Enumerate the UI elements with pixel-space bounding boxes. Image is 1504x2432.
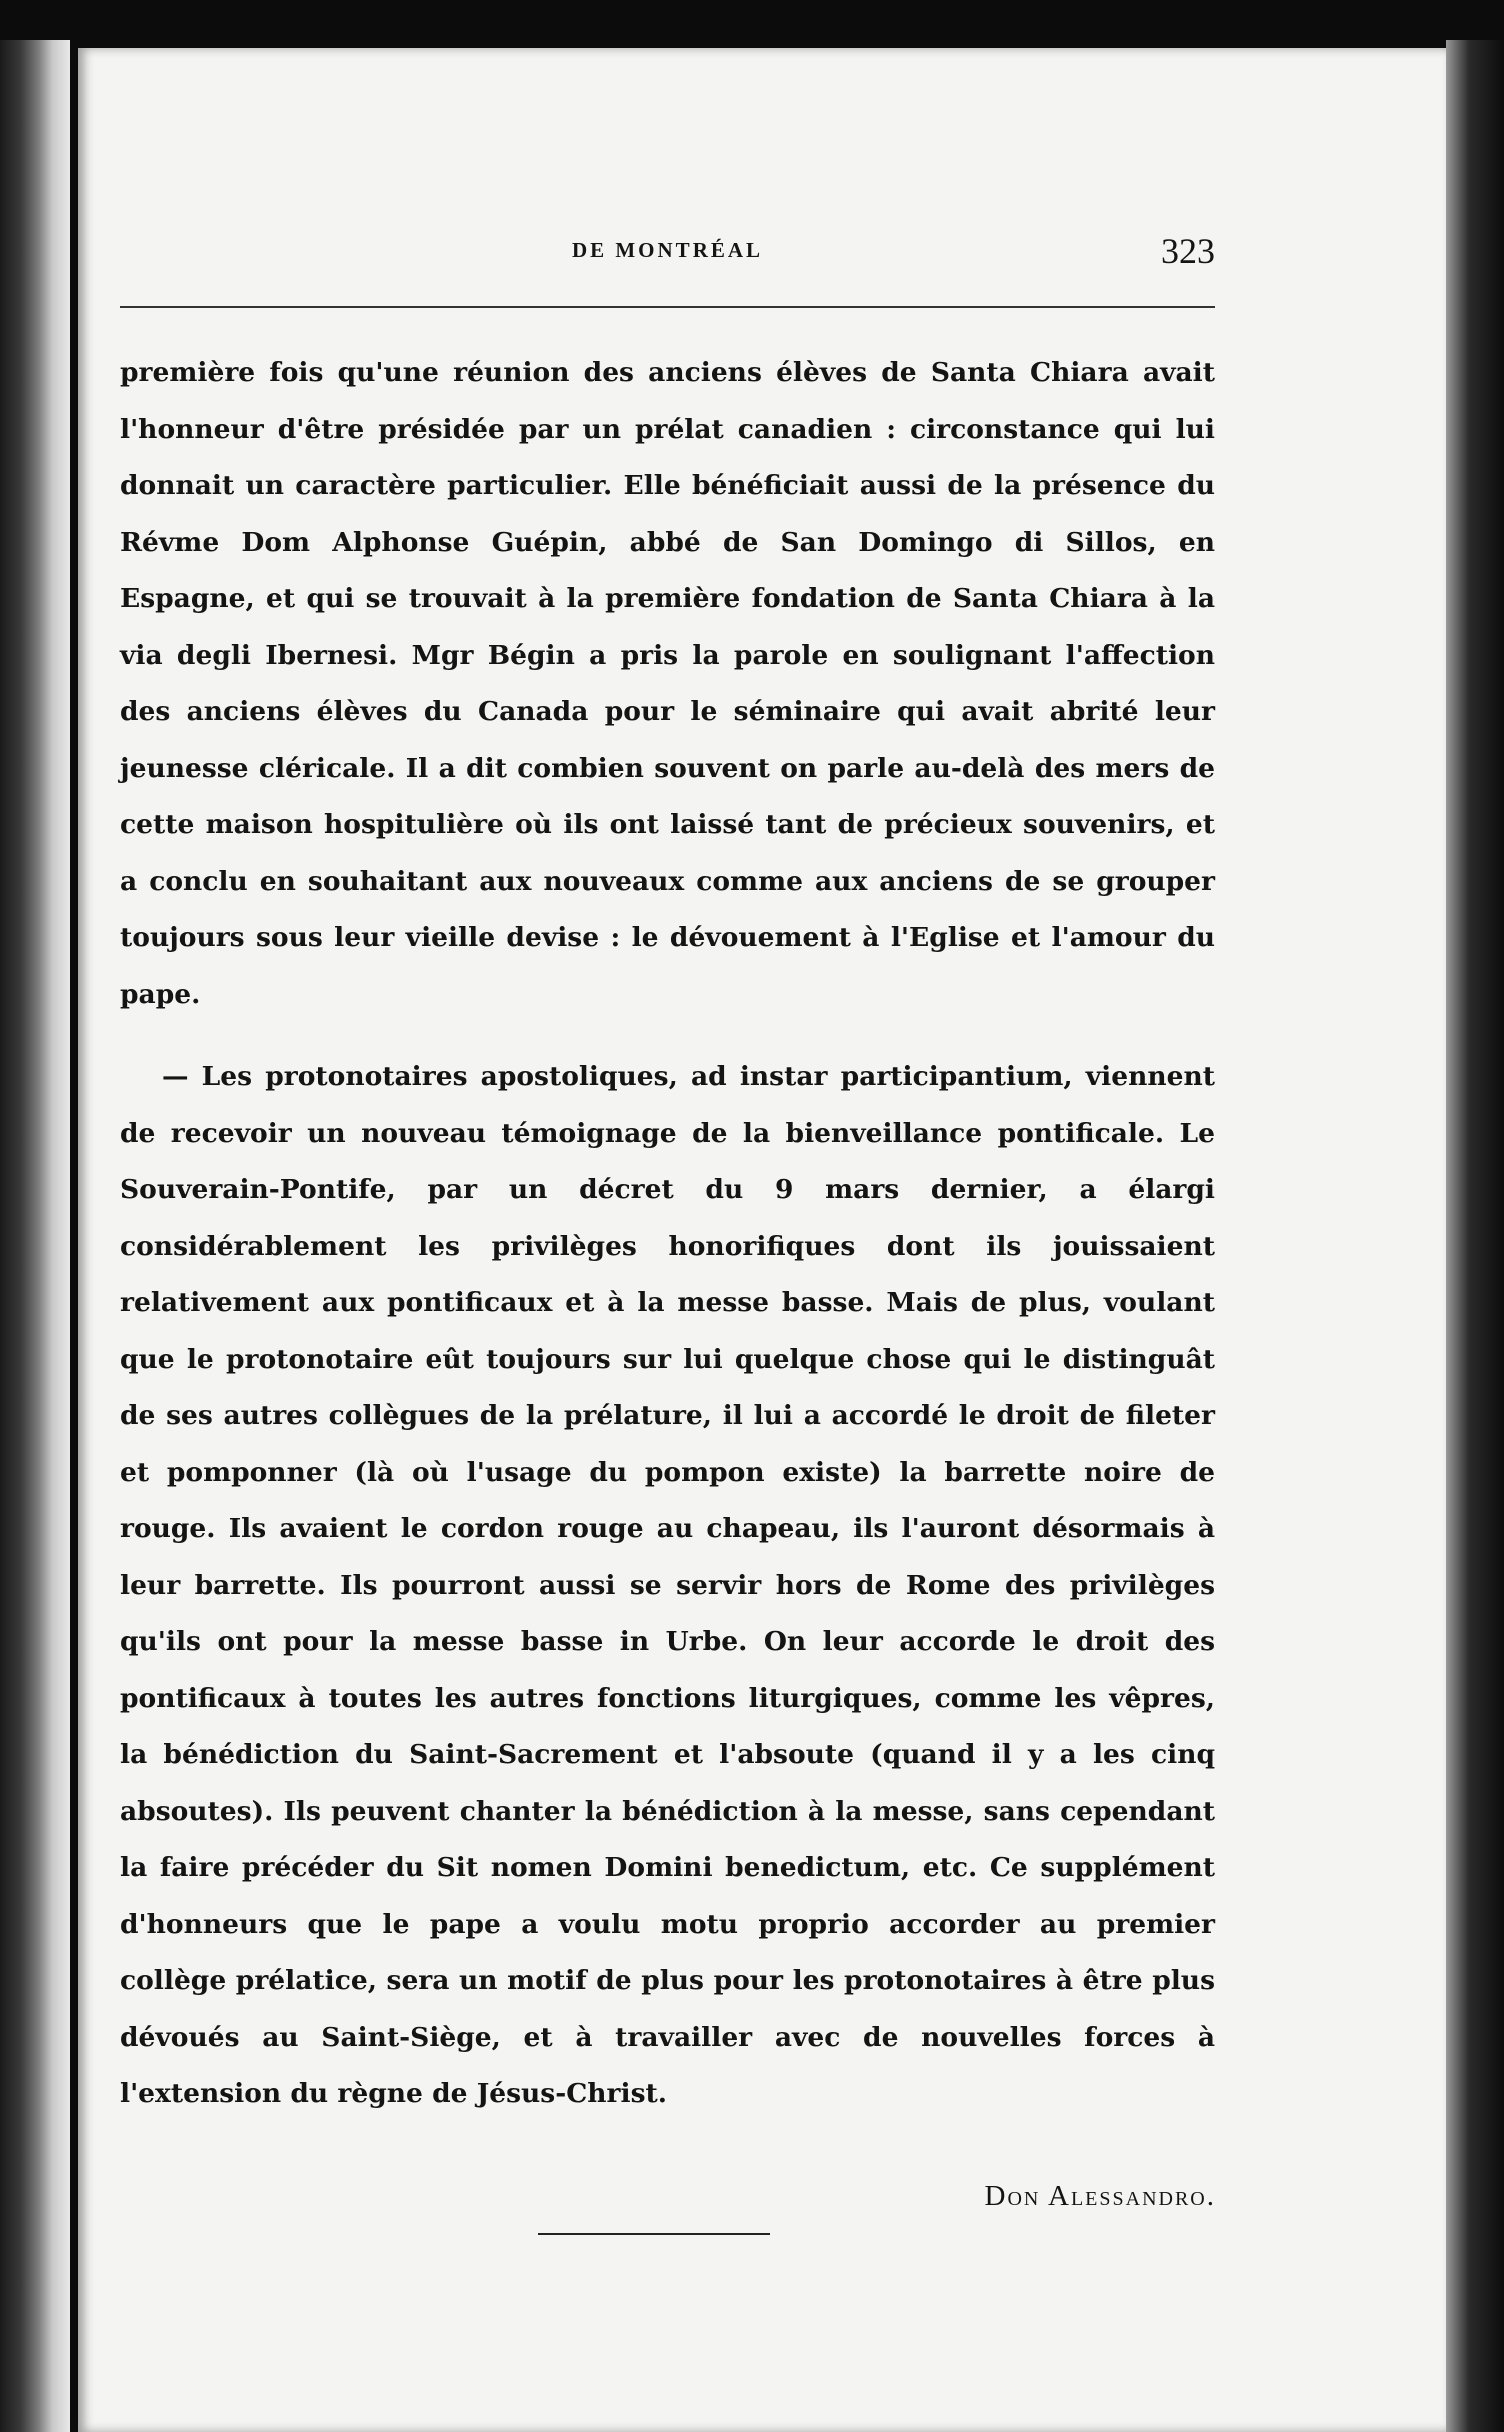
author-signature: Don Alessandro.	[984, 2180, 1216, 2212]
paragraph-2: — Les protonotaires apostoliques, ad instar participantium, viennent de recevoir un nouveau témoignage de la bienveillance pontificale. Le Souverain-Pontife, par un décret du 9 mars dernier, a élargi considérablement les privilèges honorifiques dont ils jouissaient relativement aux pontificaux et à la messe basse. Mais de plus, voulant que le protonotaire eût toujours sur lui quelque chose qui le distinguât de ses autres collègues de la prélature, il lui a accordé le droit de fileter et pomponner (là où l'usage du pompon existe) la barrette noire de rouge. Ils avaient le cordon rouge au chapeau, ils l'auront désormais à leur barrette. Ils pourront aussi se servir hors de Rome des privilèges qu'ils ont pour la messe basse in Urbe. On leur accorde le droit des pontificaux à toutes les autres fonctions liturgiques, comme les vêpres, la bénédiction du Saint-Sacrement et l'absoute (quand il y a les cinq absoutes). Ils peuvent chanter la bénédiction à la messe, sans cependant la faire précéder du Sit nomen Domini benedictum, etc. Ce supplément d'honneurs que le pape a voulu motu proprio accorder au premier collège prélatice, sera un motif de plus pour les protonotaires à être plus dévoués au Saint-Siège, et à travailler avec de nouvelles forces à l'extension du règne de Jésus-Christ.	[120, 1061, 1215, 2109]
closing-rule	[538, 2233, 770, 2235]
running-head	[120, 230, 1215, 280]
page-number: 323	[1161, 231, 1215, 271]
header-rule	[120, 306, 1215, 308]
book-binding-edge	[0, 40, 70, 2432]
body-text	[120, 345, 1215, 2123]
paragraph-1: première fois qu'une réunion des anciens élèves de Santa Chiara avait l'honneur d'être présidée par un prélat canadien : circonstance qui lui donnait un caractère particulier. Elle bénéficiait aussi de la présence du Révme Dom Alphonse Guépin, abbé de San Domingo di Sillos, en Espagne, et qui se trouvait à la première fondation de Santa Chiara à la via degli Ibernesi. Mgr Bégin a pris la parole en soulignant l'affection des anciens élèves du Canada pour le séminaire qui avait abrité leur jeunesse cléricale. Il a dit combien souvent on parle au-delà des mers de cette maison hospitulière où ils ont laissé tant de précieux souvenirs, et a conclu en souhaitant aux nouveaux comme aux anciens de se grouper toujours sous leur vieille devise : le dévouement à l'Eglise et l'amour du pape.	[120, 357, 1215, 1010]
running-title: DE MONTRÉAL	[571, 238, 764, 262]
page-right-edge	[1446, 40, 1504, 2432]
